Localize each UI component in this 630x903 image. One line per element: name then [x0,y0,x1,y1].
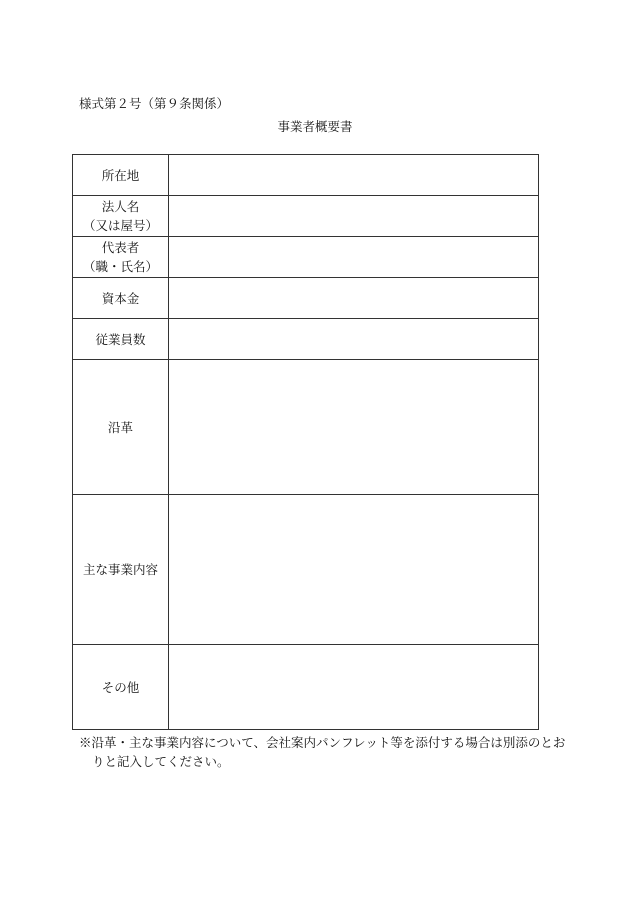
table-row-location [73,155,539,196]
capital-field[interactable] [169,278,539,319]
corporate-name-field[interactable] [169,196,539,237]
label-corporate-name: 法人名 （又は屋号） [73,196,169,237]
history-field[interactable] [169,360,539,495]
table-row-other [73,645,539,730]
label-representative: 代表者 （職・氏名） [73,237,169,278]
label-history: 沿革 [73,360,169,495]
table-row-representative [73,237,539,278]
employees-field[interactable] [169,319,539,360]
label-main-business: 主な事業内容 [73,495,169,645]
table-row-capital [73,278,539,319]
table-row-history [73,360,539,495]
label-location: 所在地 [73,155,169,196]
other-field[interactable] [169,645,539,730]
note-line: りと記入してください。 [92,754,230,769]
table-row-corporate-name [73,196,539,237]
note-line: ※沿革・主な事業内容について、会社案内パンフレット等を添付する場合は別添のとお [79,735,566,750]
representative-field[interactable] [169,237,539,278]
label-other: その他 [73,645,169,730]
form-number: 様式第２号（第９条関係） [79,96,230,111]
document-title: 事業者概要書 [277,119,353,134]
location-field[interactable] [169,155,539,196]
attachment-note [79,733,566,771]
business-overview-table [72,154,539,730]
table-row-employees [73,319,539,360]
table-row-main-business [73,495,539,645]
main-business-field[interactable] [169,495,539,645]
label-employees: 従業員数 [73,319,169,360]
label-capital: 資本金 [73,278,169,319]
